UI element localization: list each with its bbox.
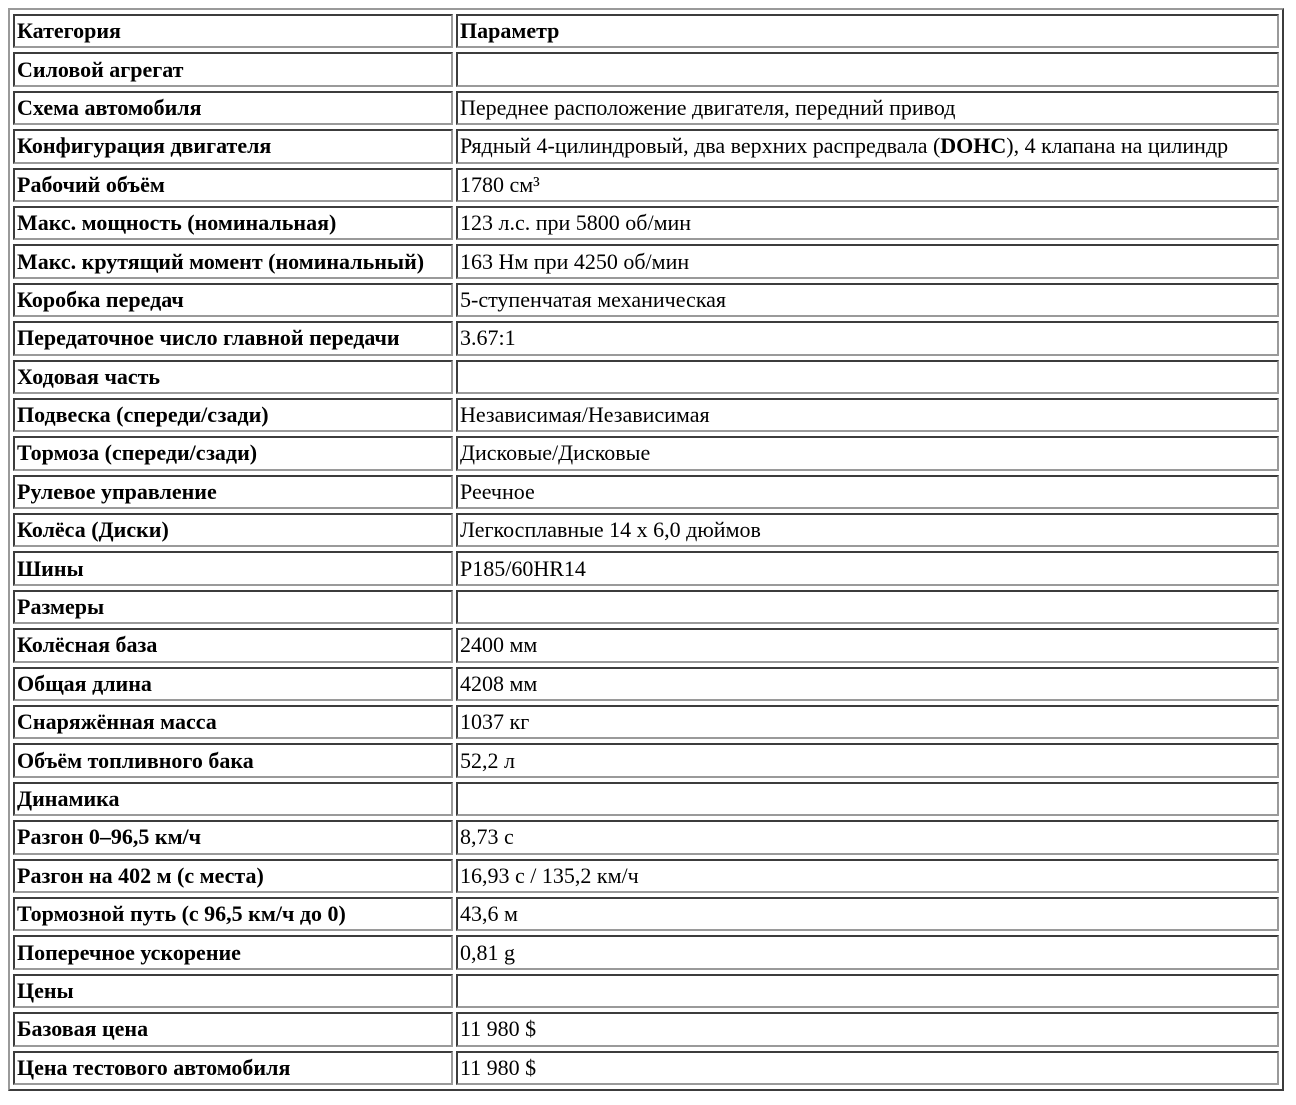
row-category: Коробка передач bbox=[13, 283, 453, 317]
row-category: Силовой агрегат bbox=[13, 52, 453, 86]
row-category: Шины bbox=[13, 551, 453, 585]
row-value: 4208 мм bbox=[456, 667, 1279, 701]
value-emphasis: DOHC bbox=[940, 133, 1007, 159]
row-category: Подвеска (спереди/сзади) bbox=[13, 398, 453, 432]
row-value: 0,81 g bbox=[456, 935, 1279, 969]
row-value: 2400 мм bbox=[456, 628, 1279, 662]
row-category: Цены bbox=[13, 974, 453, 1008]
row-value: 8,73 с bbox=[456, 820, 1279, 854]
table-row bbox=[13, 436, 1279, 470]
table-row bbox=[13, 705, 1279, 739]
row-value: 1037 кг bbox=[456, 705, 1279, 739]
row-value: 16,93 с / 135,2 км/ч bbox=[456, 859, 1279, 893]
row-category: Разгон 0–96,5 км/ч bbox=[13, 820, 453, 854]
row-value: Легкосплавные 14 x 6,0 дюймов bbox=[456, 513, 1279, 547]
row-category: Поперечное ускорение bbox=[13, 935, 453, 969]
header-category: Категория bbox=[13, 14, 453, 48]
row-value: 52,2 л bbox=[456, 743, 1279, 777]
row-category: Общая длина bbox=[13, 667, 453, 701]
row-value bbox=[456, 590, 1279, 624]
row-value bbox=[456, 129, 1279, 163]
row-value: 43,6 м bbox=[456, 897, 1279, 931]
row-value: Независимая/Независимая bbox=[456, 398, 1279, 432]
row-value bbox=[456, 360, 1279, 394]
value-text: ), 4 клапана на цилиндр bbox=[1006, 133, 1229, 159]
row-category: Макс. крутящий момент (номинальный) bbox=[13, 244, 453, 278]
row-value: 5-ступенчатая механическая bbox=[456, 283, 1279, 317]
row-category: Тормоза (спереди/сзади) bbox=[13, 436, 453, 470]
value-text: Рядный 4-цилиндровый, два верхних распредвала ( bbox=[460, 133, 941, 159]
row-category: Рабочий объём bbox=[13, 168, 453, 202]
row-value: 3.67:1 bbox=[456, 321, 1279, 355]
table-row bbox=[13, 475, 1279, 509]
row-value bbox=[456, 52, 1279, 86]
row-value: 1780 см³ bbox=[456, 168, 1279, 202]
table-row bbox=[13, 820, 1279, 854]
row-category: Динамика bbox=[13, 782, 453, 816]
table-row bbox=[13, 743, 1279, 777]
row-category: Ходовая часть bbox=[13, 360, 453, 394]
row-value bbox=[456, 782, 1279, 816]
table-row bbox=[13, 513, 1279, 547]
table-row bbox=[13, 244, 1279, 278]
table-row bbox=[13, 360, 1279, 394]
row-value: 11 980 $ bbox=[456, 1051, 1279, 1085]
row-value: Дисковые/Дисковые bbox=[456, 436, 1279, 470]
table-row bbox=[13, 206, 1279, 240]
table-row bbox=[13, 1051, 1279, 1085]
row-category: Рулевое управление bbox=[13, 475, 453, 509]
row-category: Базовая цена bbox=[13, 1012, 453, 1046]
table-row bbox=[13, 590, 1279, 624]
row-value: 123 л.с. при 5800 об/мин bbox=[456, 206, 1279, 240]
row-category: Тормозной путь (с 96,5 км/ч до 0) bbox=[13, 897, 453, 931]
table-row bbox=[13, 398, 1279, 432]
row-value: Переднее расположение двигателя, передний привод bbox=[456, 91, 1279, 125]
row-value: Реечное bbox=[456, 475, 1279, 509]
row-category: Макс. мощность (номинальная) bbox=[13, 206, 453, 240]
row-category: Снаряжённая масса bbox=[13, 705, 453, 739]
row-value bbox=[456, 974, 1279, 1008]
table-row bbox=[13, 283, 1279, 317]
table-row bbox=[13, 129, 1279, 163]
row-category: Передаточное число главной передачи bbox=[13, 321, 453, 355]
row-category: Размеры bbox=[13, 590, 453, 624]
header-parameter: Параметр bbox=[456, 14, 1279, 48]
table-row bbox=[13, 935, 1279, 969]
table-row bbox=[13, 321, 1279, 355]
table-row bbox=[13, 91, 1279, 125]
table-row bbox=[13, 168, 1279, 202]
row-category: Объём топливного бака bbox=[13, 743, 453, 777]
row-value: 11 980 $ bbox=[456, 1012, 1279, 1046]
table-row bbox=[13, 782, 1279, 816]
specifications-table bbox=[8, 8, 1284, 1091]
table-row bbox=[13, 551, 1279, 585]
row-category: Колёса (Диски) bbox=[13, 513, 453, 547]
table-row bbox=[13, 52, 1279, 86]
table-row bbox=[13, 667, 1279, 701]
row-category: Цена тестового автомобиля bbox=[13, 1051, 453, 1085]
table-row bbox=[13, 628, 1279, 662]
table-row bbox=[13, 897, 1279, 931]
row-category: Конфигурация двигателя bbox=[13, 129, 453, 163]
table-row bbox=[13, 1012, 1279, 1046]
row-category: Схема автомобиля bbox=[13, 91, 453, 125]
row-value: 163 Нм при 4250 об/мин bbox=[456, 244, 1279, 278]
row-category: Колёсная база bbox=[13, 628, 453, 662]
table-header-row bbox=[13, 14, 1279, 48]
table-row bbox=[13, 974, 1279, 1008]
row-value: P185/60HR14 bbox=[456, 551, 1279, 585]
table-row bbox=[13, 859, 1279, 893]
row-category: Разгон на 402 м (с места) bbox=[13, 859, 453, 893]
